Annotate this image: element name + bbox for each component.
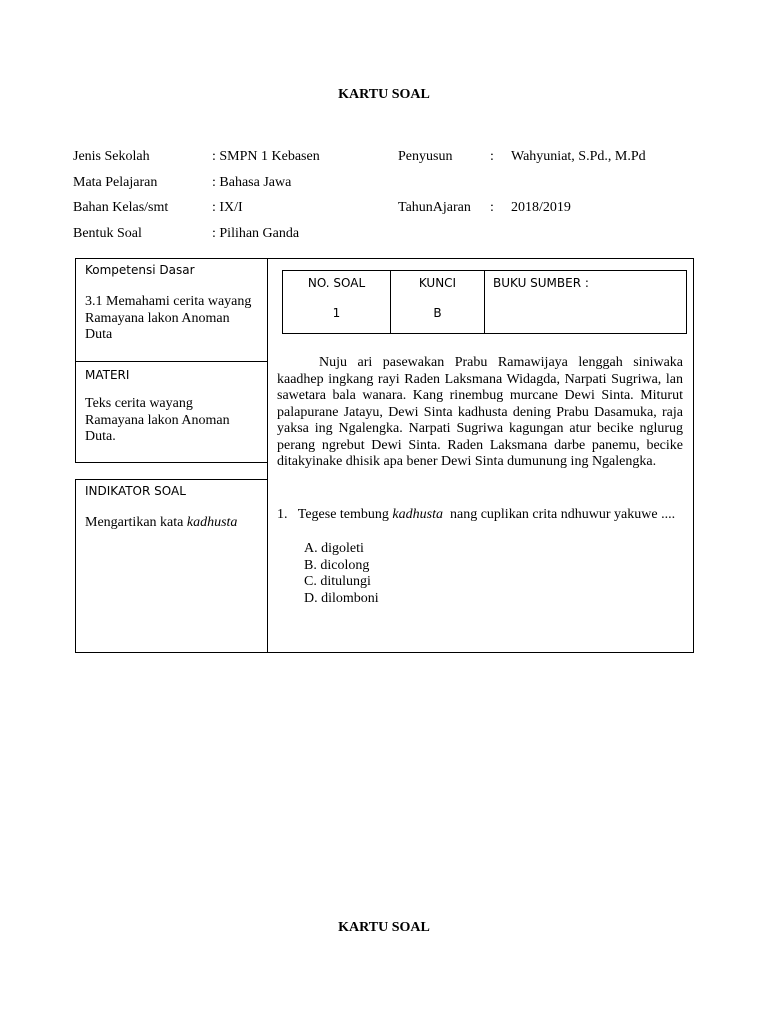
no-soal-value: 1 <box>332 306 341 320</box>
materi-label: MATERI <box>85 368 130 382</box>
indikator-soal-text <box>85 515 237 532</box>
option-a: A. digoleti <box>304 541 364 556</box>
header-value-jenis-sekolah: : SMPN 1 Kebasen <box>212 149 320 164</box>
buku-sumber-cell <box>485 271 687 334</box>
header-label-bahan-kelas: Bahan Kelas/smt <box>73 200 169 215</box>
header-colon-tahun-ajaran: : <box>490 200 494 215</box>
buku-sumber-label: BUKU SUMBER : <box>493 276 589 290</box>
no-soal-cell <box>283 271 391 334</box>
kompetensi-dasar-text: 3.1 Memahami cerita wayang Ramayana lakon Anoman Duta <box>85 294 252 342</box>
passage: Nuju ari pasewakan Prabu Ramawijaya lenggah siniwaka kaadhep ingkang rayi Raden Laksmana Widagda, Narpati Sugriwa, lan sawetara bala wanara. Kang rinembug murcane Dewi Sinta. Miturut palapurane Jatayu, Dewi Sinta kadhusta dening Prabu Dasamuka, raja yaksa ing Ngalengka. Narpati Sugriwa kagungan atur becike nglurug perang ngrebut Dewi Sinta. Raden Laksmana darbe panemu, becike ditakyinake dhisik apa bener Dewi Sinta dumunung ing Ngalengka. <box>277 355 683 469</box>
header-value-bahan-kelas: : IX/I <box>212 200 243 215</box>
header-label-jenis-sekolah: Jenis Sekolah <box>73 149 150 164</box>
question-before: Tegese tembung <box>297 507 389 522</box>
header-label-penyusun: Penyusun <box>398 149 453 164</box>
header-value-mata-pelajaran: : Bahasa Jawa <box>212 175 292 190</box>
question <box>277 507 683 524</box>
option-c: C. ditulungi <box>304 574 371 589</box>
option-b: B. dicolong <box>304 558 370 573</box>
header-label-bentuk-soal: Bentuk Soal <box>73 226 142 241</box>
option-d: D. dilomboni <box>304 591 379 606</box>
kompetensi-dasar-box <box>75 258 268 362</box>
kunci-value: B <box>433 306 442 320</box>
indikator-soal-word: kadhusta <box>186 515 238 530</box>
page-title: KARTU SOAL <box>338 87 430 102</box>
kompetensi-dasar-label: Kompetensi Dasar <box>85 263 195 277</box>
indikator-soal-label: INDIKATOR SOAL <box>85 484 186 498</box>
header-value-penyusun: Wahyuniat, S.Pd., M.Pd <box>511 149 646 164</box>
materi-text: Teks cerita wayang Ramayana lakon Anoman Duta. <box>85 396 230 444</box>
kunci-label: KUNCI <box>418 276 457 290</box>
page-title-second: KARTU SOAL <box>338 920 430 935</box>
header-label-tahun-ajaran: TahunAjaran <box>398 200 471 215</box>
question-number: 1. <box>277 507 288 522</box>
header-value-bentuk-soal: : Pilihan Ganda <box>212 226 300 241</box>
kunci-cell <box>391 271 485 334</box>
question-word: kadhusta <box>392 507 443 522</box>
no-soal-label: NO. SOAL <box>307 276 366 290</box>
materi-box <box>75 361 268 463</box>
question-after: nang cuplikan crita ndhuwur yakuwe .... <box>449 507 676 522</box>
header-label-mata-pelajaran: Mata Pelajaran <box>73 175 158 190</box>
indikator-soal-box <box>75 479 268 653</box>
meta-table <box>282 270 687 334</box>
header-value-tahun-ajaran: 2018/2019 <box>511 200 571 215</box>
header-colon-penyusun: : <box>490 149 494 164</box>
indikator-soal-phrase: Mengartikan kata <box>85 515 184 530</box>
